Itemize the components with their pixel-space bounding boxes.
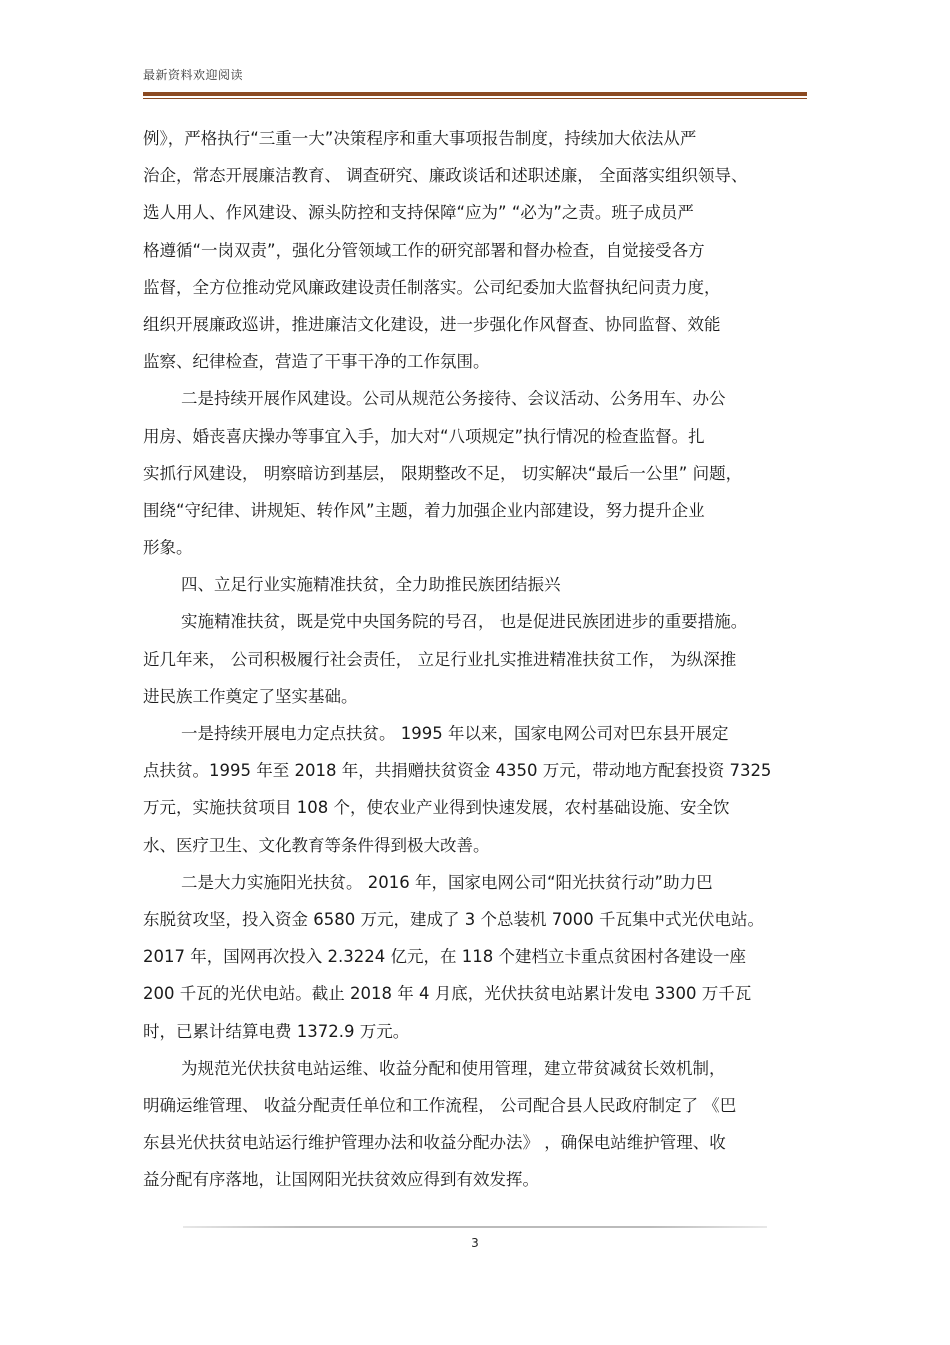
header-rule xyxy=(143,92,807,96)
text-line: 围绕“守纪律、讲规矩、转作风”主题，着力加强企业内部建设，努力提升企业 xyxy=(143,500,705,520)
text-line: 监督，全方位推动党风廉政建设责任制落实。公司纪委加大监督执纪问责力度， xyxy=(143,277,721,297)
text-line: 进民族工作奠定了坚实基础。 xyxy=(143,686,358,706)
text-line: 实施精准扶贫，既是党中央国务院的号召， 也是促进民族团进步的重要措施。 xyxy=(181,612,748,632)
text-line: 治企，常态开展廉洁教育、 调查研究、廉政谈话和述职述廉， 全面落实组织领导、 xyxy=(143,166,748,186)
page-number: 3 xyxy=(471,1236,479,1250)
text-line: 水、医疗卫生、文化教育等条件得到极大改善。 xyxy=(143,835,490,855)
text-line: 一是持续开展电力定点扶贫。 1995 年以来，国家电网公司对巴东县开展定 xyxy=(181,724,729,743)
text-line: 选人用人、作风建设、源头防控和支持保障“应为” “必为”之责。班子成员严 xyxy=(143,203,694,223)
text-line: 四、立足行业实施精准扶贫，全力助推民族团结振兴 xyxy=(181,575,561,595)
text-line: 格遵循“一岗双责”，强化分管领域工作的研究部署和督办检查，自觉接受各方 xyxy=(143,240,705,260)
text-line: 监察、纪律检查，营造了干事干净的工作氛围。 xyxy=(143,352,490,372)
text-line: 200 千瓦的光伏电站。截止 2018 年 4 月底，光伏扶贫电站累计发电 3300 万千瓦 xyxy=(143,984,752,1004)
text-line: 例》，严格执行“三重一大”决策程序和重大事项报告制度，持续加大依法从严 xyxy=(143,129,697,148)
running-header: 最新资料欢迎阅读 xyxy=(143,68,244,82)
paragraph xyxy=(143,380,807,566)
paragraph xyxy=(143,1050,807,1199)
paragraph xyxy=(143,566,807,603)
text-line: 二是持续开展作风建设。公司从规范公务接待、会议活动、公务用车、办公 xyxy=(181,389,726,409)
text-line: 近几年来， 公司积极履行社会责任， 立足行业扎实推进精准扶贫工作， 为纵深推 xyxy=(143,649,737,669)
text-line: 二是大力实施阳光扶贫。 2016 年，国家电网公司“阳光扶贫行动”助力巴 xyxy=(181,872,713,892)
paragraph xyxy=(143,120,807,380)
text-line: 时，已累计结算电费 1372.9 万元。 xyxy=(143,1021,410,1041)
paragraph xyxy=(143,864,807,1050)
text-line: 东县光伏扶贫电站运行维护管理办法和收益分配办法》 ，确保电站维护管理、收 xyxy=(143,1133,726,1153)
footer-rule xyxy=(183,1226,767,1228)
text-line: 为规范光伏扶贫电站运维、收益分配和使用管理，建立带贫减贫长效机制， xyxy=(181,1058,726,1078)
text-line: 益分配有序落地，让国网阳光扶贫效应得到有效发挥。 xyxy=(143,1170,539,1190)
text-line: 形象。 xyxy=(143,538,193,558)
text-line: 用房、婚丧喜庆操办等事宜入手，加大对“八项规定”执行情况的检查监督。扎 xyxy=(143,426,705,446)
header-rule-thin xyxy=(143,98,807,99)
paragraph xyxy=(143,715,807,864)
text-line: 万元，实施扶贫项目 108 个，使农业产业得到快速发展，农村基础设施、安全饮 xyxy=(143,798,730,818)
paragraph xyxy=(143,603,807,715)
text-line: 明确运维管理、 收益分配责任单位和工作流程， 公司配合县人民政府制定了 《巴 xyxy=(143,1095,737,1115)
text-line: 点扶贫。1995 年至 2018 年，共捐赠扶贫资金 4350 万元，带动地方配套投资 7325 xyxy=(143,761,772,781)
text-line: 2017 年，国网再次投入 2.3224 亿元，在 118 个建档立卡重点贫困村各建设一座 xyxy=(143,947,746,967)
text-line: 实抓行风建设， 明察暗访到基层， 限期整改不足， 切实解决“最后一公里” 问题， xyxy=(143,463,743,483)
text-line: 东脱贫攻坚，投入资金 6580 万元，建成了 3 个总装机 7000 千瓦集中式光伏电站。 xyxy=(143,909,764,929)
document-body xyxy=(143,120,807,1198)
text-line: 组织开展廉政巡讲，推进廉洁文化建设，进一步强化作风督查、协同监督、效能 xyxy=(143,314,721,334)
